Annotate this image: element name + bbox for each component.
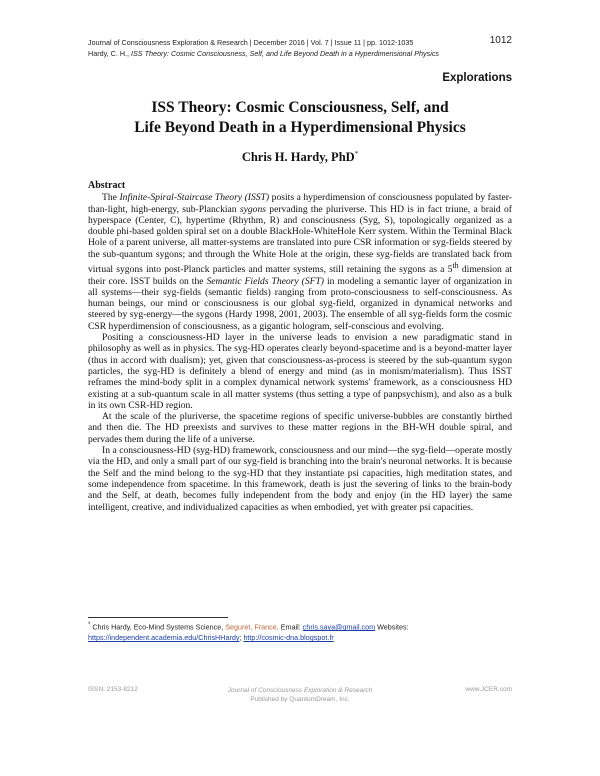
citation-line bbox=[88, 48, 439, 59]
running-header bbox=[88, 37, 439, 59]
page-number: 1012 bbox=[489, 35, 512, 46]
footnote-text: Websites: bbox=[375, 622, 409, 632]
footnote bbox=[88, 620, 512, 643]
theory-name-sft: Semantic Fields Theory (SFT) bbox=[206, 275, 325, 287]
text-run: The bbox=[102, 192, 120, 204]
paper-title bbox=[88, 98, 512, 138]
separator: ; bbox=[239, 633, 244, 643]
abstract-paragraph-3: At the scale of the pluriverse, the spacetime regions of specific universe-bubbles are constantly birthed and then die. The HD preexists and survives to these matter regions in the BH-WH double spiral, and pervades them during the life of a universe. bbox=[88, 411, 512, 445]
abstract-body bbox=[88, 180, 512, 513]
footnote-text: Chris Hardy, Eco-Mind Systems Science, bbox=[90, 622, 226, 632]
author-name bbox=[88, 150, 512, 165]
footer-journal bbox=[200, 686, 400, 704]
author-footnote-mark: * bbox=[354, 150, 359, 158]
footer-publisher: Published by QuantumDream, Inc. bbox=[250, 696, 350, 703]
text-run: posits a hyperdimension of consciousness populated by faster-than-light, high-energy, sub-Planckian bbox=[88, 192, 512, 215]
citation-prefix: Hardy, C. H., bbox=[88, 49, 131, 58]
author-text: Chris H. Hardy, PhD bbox=[241, 150, 355, 165]
website-link-blog[interactable]: http://cosmic-dna.blogspot.fr bbox=[243, 633, 334, 643]
email-link[interactable]: chris.saya@gmail.com bbox=[302, 622, 376, 632]
abstract-heading: Abstract bbox=[88, 180, 126, 191]
citation-title: ISS Theory: Cosmic Consciousness, Self, and Life Beyond Death in a Hyperdimensional Physics bbox=[131, 49, 440, 58]
abstract-paragraph-4: In a consciousness-HD (syg-HD) framework, consciousness and our mind—the syg-field—operate mostly via the HD, and only a small part of our syg-field is branching into the brain's neuronal networks. It is because the Self and the mind belong to the syg-HD that they instantiate psi capacities, high meditation states, and some independence from spacetime. In this framework, death is just the severing of links to the brain-body and the Self, at death, becomes fully independent from the body and enjoy (in the HD layer) the same intelligent, creative, and individualized capacities as when embodied, yet with greater psi capacities. bbox=[88, 445, 512, 513]
section-label: Explorations bbox=[442, 72, 512, 84]
text-run: dimension at their core. ISST builds on the bbox=[88, 264, 512, 287]
website-link-academia[interactable]: https://independent.academia.edu/ChrisHHardy bbox=[88, 633, 240, 643]
text-run: in modeling a semantic layer of organization in all systems—their syg-fields (semantic fields) ranging from proto-consciousness to self-consciousness. As human beings, our mind or consciousness is our global syg-field, organized in dynamical networks and steered by syg-energy—the sygons (Hardy 1998, 2001, 2003). The ensemble of all syg-fields form the cosmic CSR hyperdimension of consciousness, as a gigantic hologram, self-conscious and evolving. bbox=[88, 275, 513, 332]
title-line-2: Life Beyond Death in a Hyperdimensional Physics bbox=[134, 119, 466, 136]
footnote-divider bbox=[88, 617, 228, 618]
title-line-1: ISS Theory: Cosmic Consciousness, Self, and bbox=[151, 99, 449, 116]
footer-issn: ISSN: 2153-8212 bbox=[88, 686, 138, 693]
text-run: pervading the pluriverse. This HD is in fact triune, a braid of hyperspace (Center, C), hypertime (Rhythm, R) and consciousness (Syg, S), topologically organized as a double phi-based golden spiral set on a double BlackHole-WhiteHole Kerr system. Within the Terminal Black Hole of a parent universe, all matter-systems are translated into pure CSR information or syg-fields steered by the sub-quantum sygons; and through the White Hole at the origin, these syg-fields are translated back from virtual sygons into post-Planck particles and matter systems, still retaining the sygons as a 5 bbox=[88, 203, 512, 276]
superscript: th bbox=[452, 261, 459, 271]
author-location: Seguret, France bbox=[225, 622, 277, 632]
footer-website: www.JCER.com bbox=[465, 686, 512, 693]
footnote-text: . Email: bbox=[276, 622, 303, 632]
footer-journal-name: Journal of Consciousness Exploration & Research bbox=[227, 687, 373, 694]
footnote-mark: * bbox=[88, 622, 91, 628]
abstract-paragraph-1 bbox=[88, 192, 512, 332]
term-sygons: sygons bbox=[239, 203, 266, 215]
theory-name-isst: Infinite-Spiral-Staircase Theory (ISST) bbox=[119, 192, 270, 204]
journal-info: Journal of Consciousness Exploration & Research | December 2016 | Vol. 7 | Issue 11 | pp. 1012-1035 bbox=[88, 38, 414, 47]
abstract-paragraph-2: Positing a consciousness-HD layer in the universe leads to envision a new paradigmatic stand in philosophy as well as in physics. The syg-HD operates clearly beyond-spacetime and is a beyond-matter layer (thus in accord with dualism); yet, given that consciousness-as-process is steered by the sub-quantum sygon particles, the syg-HD is definitely a blend of energy and mind (as in monism/materialism). Thus ISST reframes the mind-body split in a complex dynamical network systems' framework, as a consciousness HD existing at a sub-quantum scale in all matter systems (thus setting a type of panpsychism), and also as a bulk in its own CSR-HD region. bbox=[88, 332, 512, 411]
